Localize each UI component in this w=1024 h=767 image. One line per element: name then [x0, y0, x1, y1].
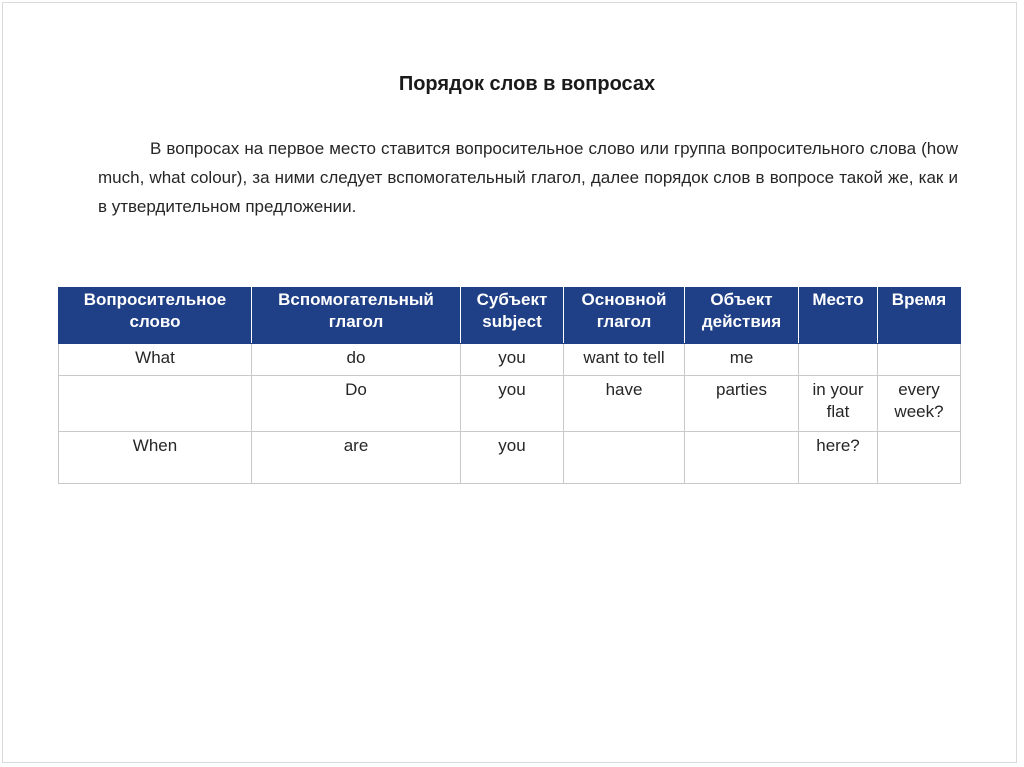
- table-row: [59, 432, 961, 484]
- intro-paragraph: В вопросах на первое место ставится вопросительное слово или группа вопросительного слова (how much, what colour), за ними следует вспомогательный глагол, далее порядок слов в вопросе такой же, как и в утвердительном предложении.: [98, 139, 958, 216]
- table-cell: you: [461, 432, 564, 484]
- table-cell: Do: [252, 376, 461, 432]
- header-time: Время: [878, 288, 961, 344]
- table-cell: When: [59, 432, 252, 484]
- table-cell: do: [252, 344, 461, 376]
- header-subject: Субъект subject: [461, 288, 564, 344]
- table-cell: [685, 432, 799, 484]
- header-main-verb: Основной глагол: [564, 288, 685, 344]
- table-cell: [878, 344, 961, 376]
- document-title: Порядок слов в вопросах: [398, 73, 656, 95]
- table-header-row: [59, 288, 961, 344]
- header-question-word: Вопросительное слово: [59, 288, 252, 344]
- word-order-table: [58, 287, 961, 484]
- table-cell: [564, 432, 685, 484]
- table-cell: you: [461, 376, 564, 432]
- header-object: Объект действия: [685, 288, 799, 344]
- table-cell: [799, 344, 878, 376]
- table-row: [59, 376, 961, 432]
- table-cell: parties: [685, 376, 799, 432]
- table-cell: you: [461, 344, 564, 376]
- table-cell: every week?: [878, 376, 961, 432]
- table-cell: want to tell: [564, 344, 685, 376]
- table-cell: here?: [799, 432, 878, 484]
- table-cell: in your flat: [799, 376, 878, 432]
- header-auxiliary-verb: Вспомогательный глагол: [252, 288, 461, 344]
- table-cell: [59, 376, 252, 432]
- table-row: [59, 344, 961, 376]
- table-cell: What: [59, 344, 252, 376]
- table-cell: have: [564, 376, 685, 432]
- table-cell: are: [252, 432, 461, 484]
- table-cell: me: [685, 344, 799, 376]
- table-cell: [878, 432, 961, 484]
- header-place: Место: [799, 288, 878, 344]
